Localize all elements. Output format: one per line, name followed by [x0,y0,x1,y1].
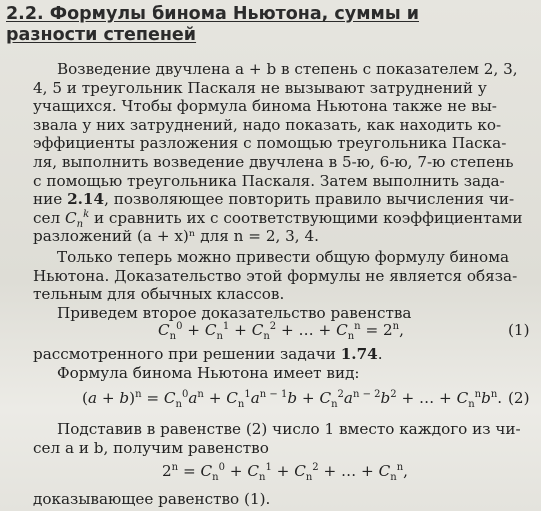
text-span: и сравнить их с соответствующими коэффициентами [93,208,523,227]
paragraph-general-formula [33,248,533,304]
text-line [33,209,533,228]
text-span: ние [33,190,63,209]
paragraph-intro [33,60,533,246]
equation-number: (2) [508,389,530,407]
paragraph-conclusion [33,490,533,509]
text-line: Приведем второе доказательство равенства [57,304,412,322]
text-line [33,190,533,209]
text-line: 4, 5 и треугольник Паскаля не вызывают затруднений у [33,78,487,97]
paragraph-reference [33,345,533,364]
text-line: тельным для обычных классов. [33,285,285,304]
problem-reference: 1.74 [340,345,378,363]
section-heading: 2.2. Формулы бинома Ньютона, суммы и разности степеней [6,4,419,45]
text-span: . [377,345,383,363]
text-line: учащихся. Чтобы формула бинома Ньютона также не вы- [33,97,497,116]
text-line: звала у них затруднений, надо показать, как находить ко- [33,115,502,134]
text-span: рассмотренного при решении задачи [33,345,336,363]
text-line: Возведение двучлена a + b в степень с показателем 2, 3, [57,60,518,78]
paragraph-binomial-intro [33,364,533,383]
text-line: разложений (a + x)ⁿ для n = 2, 3, 4. [33,227,319,246]
text-line [33,345,533,364]
text-line: эффициенты разложения с помощью треугольника Паска- [33,134,507,153]
text-line: Формула бинома Ньютона имеет вид: [57,364,360,382]
paragraph-substitution [33,420,533,457]
equation-binomial-formula: $(a + b)^n = C_n^0a^n + C_n^1a^{n - 1}b + C_n^2a^{n - 2}b^2$ + … + $C_n^nb^n$. [82,388,503,411]
text-line: с помощью треугольника Паскаля. Затем выполнить зада- [33,171,505,190]
text-span: , позволяющее повторить правило вычисления чи- [104,190,515,209]
text-line: Ньютона. Доказательство этой формулы не является обяза- [33,266,518,285]
text-line: Только теперь можно привести общую формулу бинома [57,248,510,266]
equation-sum-of-coefficients: $C_n^0 + C_n^1 + C_n^2$ + … + $C_n^n = 2^n$, [158,320,404,343]
binomial-coefficient-symbol: $C_n^k$ [64,208,90,230]
text-line: сел a и b, получим равенство [33,438,269,457]
text-line: ля, выполнить возведение двучлена в 5-ю, 6-ю, 7-ю степень [33,152,514,171]
equation-power-of-two: $2^n = C_n^0 + C_n^1 + C_n^2$ + … + $C_n^n$, [162,461,408,484]
text-span: сел [33,208,61,227]
text-line: доказывающее равенство (1). [33,490,271,508]
text-line: Подставив в равенстве (2) число 1 вместо каждого из чи- [57,420,521,438]
problem-reference: 2.14 [67,190,105,209]
equation-number: (1) [508,321,530,339]
